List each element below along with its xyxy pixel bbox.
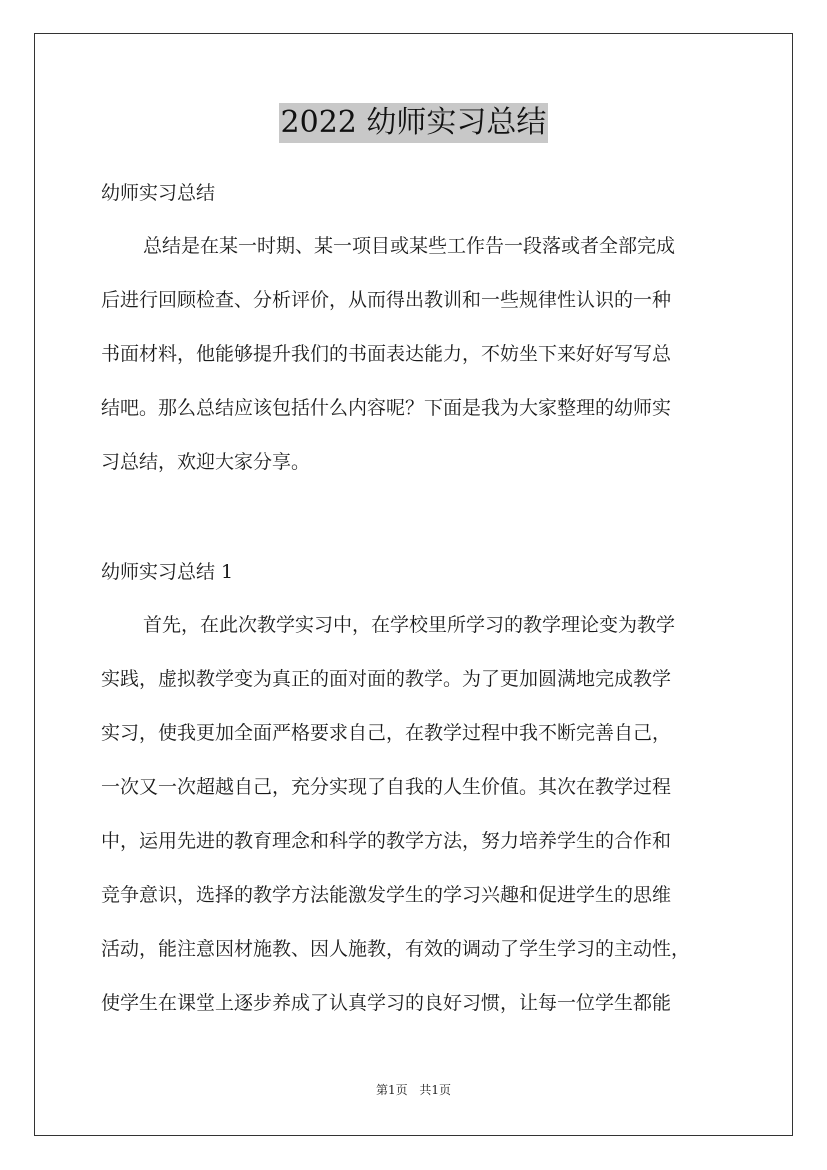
page-total: 共1页	[419, 1083, 452, 1097]
section1-paragraph	[101, 598, 737, 1030]
paragraph-line: 实践，虚拟教学变为真正的面对面的教学。为了更加圆满地完成教学	[101, 668, 672, 690]
paragraph-line: 实习，使我更加全面严格要求自己，在教学过程中我不断完善自己，	[101, 722, 672, 744]
document-title	[0, 102, 827, 143]
paragraph-line: 书面材料，他能够提升我们的书面表达能力，不妨坐下来好好写写总	[101, 343, 672, 365]
page-number: 第1页	[375, 1083, 408, 1097]
paragraph-line: 一次又一次超越自己，充分实现了自我的人生价值。其次在教学过程	[101, 776, 672, 798]
paragraph-line: 首先，在此次教学实习中，在学校里所学习的教学理论变为教学	[143, 614, 676, 636]
paragraph-line: 结吧。那么总结应该包括什么内容呢？下面是我为大家整理的幼师实	[101, 397, 672, 419]
page-footer	[0, 1082, 827, 1098]
intro-heading: 幼师实习总结	[101, 182, 216, 204]
paragraph-line: 总结是在某一时期、某一项目或某些工作告一段落或者全部完成	[143, 235, 676, 257]
paragraph-line: 竞争意识，选择的教学方法能激发学生的学习兴趣和促进学生的思维	[101, 884, 672, 906]
paragraph-line: 习总结，欢迎大家分享。	[101, 451, 311, 473]
document-title-text: 2022 幼师实习总结	[279, 103, 549, 143]
paragraph-line: 后进行回顾检查、分析评价，从而得出教训和一些规律性认识的一种	[101, 289, 672, 311]
section1-heading: 幼师实习总结 1	[101, 561, 234, 583]
paragraph-line: 活动，能注意因材施教、因人施教，有效的调动了学生学习的主动性，	[101, 938, 691, 960]
paragraph-line: 使学生在课堂上逐步养成了认真学习的良好习惯，让每一位学生都能	[101, 992, 672, 1014]
paragraph-line: 中，运用先进的教育理念和科学的教学方法，努力培养学生的合作和	[101, 830, 672, 852]
intro-paragraph	[101, 219, 737, 489]
